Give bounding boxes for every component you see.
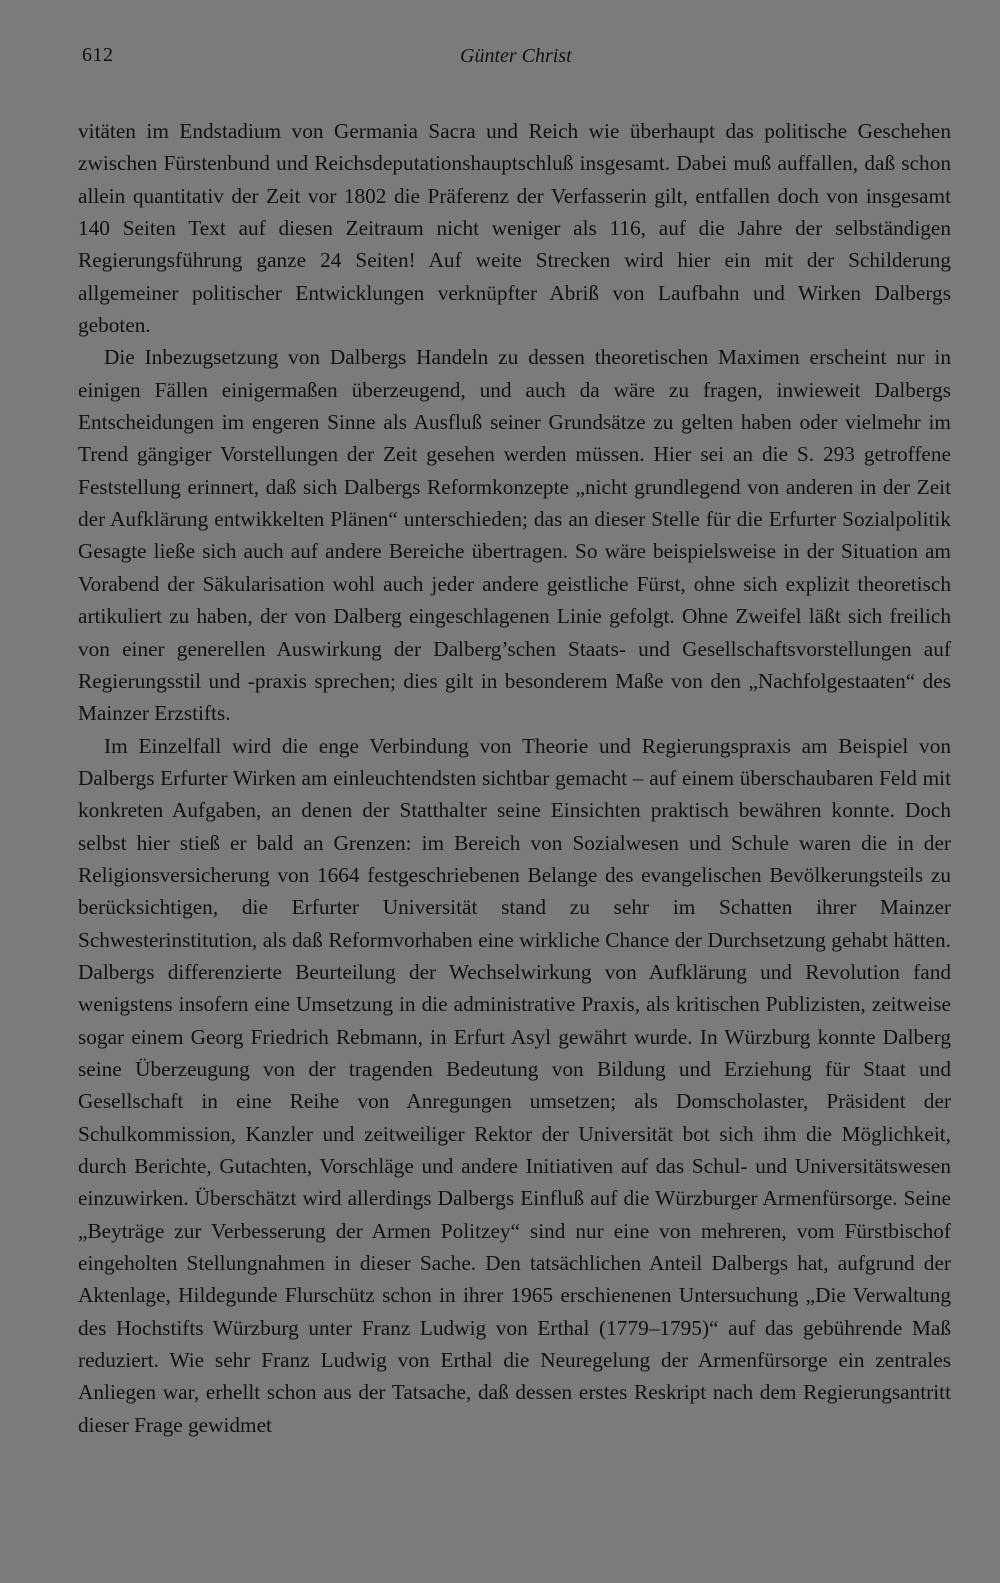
page-number: 612 <box>82 44 114 66</box>
running-head: Günter Christ <box>460 45 572 67</box>
paragraph-3: Im Einzelfall wird die enge Verbindung von Theorie und Regierungspraxis am Beispiel von Dalbergs Erfurter Wirken am einleuchtendsten sichtbar gemacht – auf einem überschaubaren Feld mit konkreten Aufgaben, an denen der Statthalter seine Einsichten praktisch bewähren konnte. Doch selbst hier stieß er bald an Grenzen: im Bereich von Sozialwesen und Schule waren die in der Religionsversicherung von 1664 festgeschriebenen Belange des evangelischen Bevölkerungsteils zu berücksichtigen, die Erfurter Universität stand zu sehr im Schatten ihrer Mainzer Schwesterinstitution, als daß Reformvorhaben eine wirkliche Chance der Durchsetzung gehabt hätten. Dalbergs differenzierte Beurteilung der Wechselwirkung von Aufklärung und Revolution fand wenigstens insofern eine Umsetzung in die administrative Praxis, als kritischen Publizisten, zeitweise sogar einem Georg Friedrich Rebmann, in Erfurt Asyl gewährt wurde. In Würzburg konnte Dalberg seine Überzeugung von der tragenden Bedeutung von Bildung und Erziehung für Staat und Gesellschaft in eine Reihe von Anregungen umsetzen; als Domscholaster, Präsident der Schulkommission, Kanzler und zeitweiliger Rektor der Universität bot sich ihm die Möglichkeit, durch Berichte, Gutachten, Vorschläge und andere Initiativen auf das Schul- und Universitätswesen einzuwirken. Überschätzt wird allerdings Dalbergs Einfluß auf die Würzburger Armenfürsorge. Seine „Beyträge zur Verbesserung der Armen Politzey“ sind nur eine von mehreren, vom Fürstbischof eingeholten Stellungnahmen in dieser Sache. Den tatsächlichen Anteil Dalbergs hat, aufgrund der Aktenlage, Hildegunde Flurschütz schon in ihrer 1965 erschienenen Untersuchung „Die Verwaltung des Hochstifts Würzburg unter Franz Ludwig von Erthal (1779–1795)“ auf das gebührende Maß reduziert. Wie sehr Franz Ludwig von Erthal die Neuregelung der Armenfürsorge ein zentrales Anliegen war, erhellt schon aus der Tatsache, daß dessen erstes Reskript nach dem Regierungsantritt dieser Frage gewidmet <box>78 733 951 1437</box>
body-text <box>78 115 951 1441</box>
paragraph-1: vitäten im Endstadium von Germania Sacra und Reich wie überhaupt das politische Geschehen zwischen Fürstenbund und Reichsdeputationshauptschluß insgesamt. Dabei muß auffallen, daß schon allein quantitativ der Zeit vor 1802 die Präferenz der Verfasserin gilt, entfallen doch von insgesamt 140 Seiten Text auf diesen Zeitraum nicht weniger als 116, auf die Jahre der selbständigen Regierungsführung ganze 24 Seiten! Auf weite Strecken wird hier ein mit der Schilderung allgemeiner politischer Entwicklungen verknüpfter Abriß von Laufbahn und Wirken Dalbergs geboten. <box>78 119 951 338</box>
page-header <box>82 44 952 76</box>
paragraph-2: Die Inbezugsetzung von Dalbergs Handeln zu dessen theoretischen Maximen erscheint nur in einigen Fällen einigermaßen überzeugend, und auch da wäre zu fragen, inwieweit Dalbergs Entscheidungen im engeren Sinne als Ausfluß seiner Grundsätze zu gelten haben oder vielmehr im Trend gängiger Vorstellungen der Zeit gesehen werden müssen. Hier sei an die S. 293 getroffene Feststellung erinnert, daß sich Dalbergs Reformkonzepte „nicht grundlegend von anderen in der Zeit der Aufklärung entwikkelten Plänen“ unterschieden; das an dieser Stelle für die Erfurter Sozialpolitik Gesagte ließe sich auch auf andere Bereiche übertragen. So wäre beispielsweise in der Situation am Vorabend der Säkularisation wohl auch jeder andere geistliche Fürst, ohne sich explizit theoretisch artikuliert zu haben, der von Dalberg eingeschlagenen Linie gefolgt. Ohne Zweifel läßt sich freilich von einer generellen Auswirkung der Dalberg’schen Staats- und Gesellschaftsvorstellungen auf Regierungsstil und -praxis sprechen; dies gilt in besonderem Maße von den „Nachfolgestaaten“ des Mainzer Erzstifts. <box>78 345 951 726</box>
